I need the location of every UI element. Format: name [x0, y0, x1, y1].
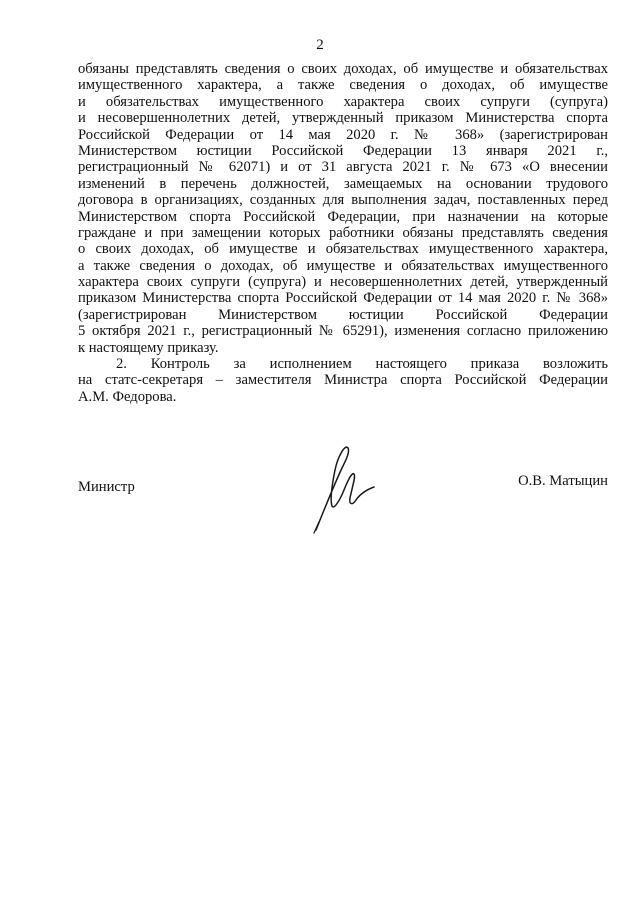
text-line: и обязательствах имущественного характера своих супруги (супруга): [78, 93, 608, 110]
text-line: 2. Контроль за исполнением настоящего приказа возложить: [116, 356, 608, 373]
text-line: договора в организациях, созданных для выполнения задач, поставленных перед: [78, 192, 608, 209]
text-line: о своих доходах, об имуществе и обязательствах имущественного характера,: [78, 241, 608, 258]
text-line: имущественного характера, а также сведения о доходах, об имуществе: [78, 77, 608, 94]
text-line: к настоящему приказу.: [78, 339, 219, 356]
text-line: Российской Федерации от 14 мая 2020 г. № 368» (зарегистрирован: [78, 126, 608, 143]
text-line: и несовершеннолетних детей, утвержденный приказом Министерства спорта: [78, 110, 608, 127]
text-line: Министерством юстиции Российской Федерации 13 января 2021 г.,: [78, 142, 608, 159]
signature-block: [78, 470, 608, 540]
text-line: регистрационный № 62071) и от 31 августа 2021 г. № 673 «О внесении: [78, 159, 608, 176]
position-title: Министр: [78, 479, 135, 495]
text-line: 5 октября 2021 г., регистрационный № 65291), изменения согласно приложению: [78, 323, 608, 340]
text-line: А.М. Федорова.: [78, 388, 177, 405]
text-line: (зарегистрирован Министерством юстиции Российской Федерации: [78, 306, 608, 323]
text-line: обязаны представлять сведения о своих доходах, об имуществе и обязательствах: [78, 61, 608, 77]
text-line: характера своих супруги (супруга) и несовершеннолетних детей, утвержденный: [78, 274, 608, 291]
handwritten-signature: [310, 440, 380, 535]
text-line: граждане и при замещении которых работники обязаны представлять сведения: [78, 224, 608, 241]
text-line: приказом Министерства спорта Российской Федерации от 14 мая 2020 г. № 368»: [78, 290, 608, 307]
document-body: [78, 61, 608, 405]
text-line: на статс-секретаря – заместителя Министра спорта Российской Федерации: [78, 372, 608, 389]
page-number: 2: [316, 37, 324, 53]
text-line: Министерством спорта Российской Федерации, при назначении на которые: [78, 208, 608, 225]
text-line: а также сведения о доходах, об имуществе и обязательствах имущественного: [78, 257, 608, 274]
signer-name: О.В. Матыцин: [518, 473, 608, 489]
text-line: изменений в перечень должностей, замещаемых на основании трудового: [78, 175, 608, 192]
